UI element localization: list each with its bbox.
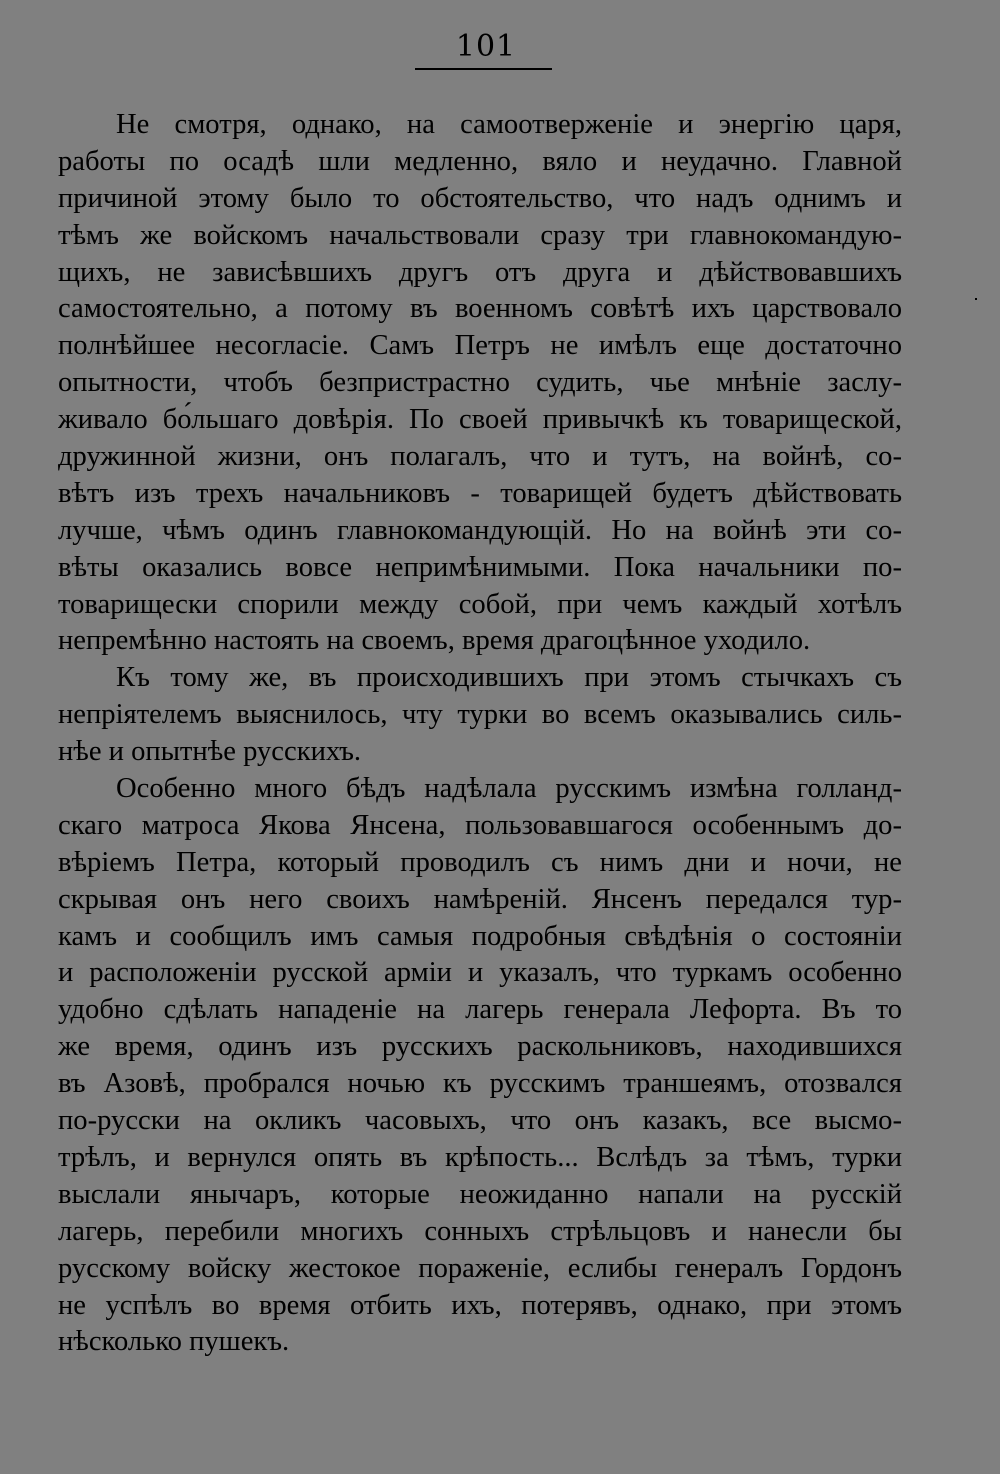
text-line: русскому войску жестокое пораженіе, еслибы генералъ Гордонъ xyxy=(58,1252,902,1284)
text-line: нѣе и опытнѣе русскихъ. xyxy=(58,736,362,768)
text-line: выслали янычаръ, которые неожиданно напали на русскій xyxy=(58,1178,902,1210)
page-number: 101 xyxy=(455,29,517,64)
text-line: трѣлъ, и вернулся опять въ крѣпость... Вслѣдъ за тѣмъ, турки xyxy=(58,1141,902,1173)
page-number-rule xyxy=(415,68,552,70)
text-line: удобно сдѣлать нападеніе на лагерь генерала Лефорта. Въ то xyxy=(58,994,902,1026)
text-line: непремѣнно настоять на своемъ, время драгоцѣнное уходило. xyxy=(58,625,811,657)
text-line: товарищески спорили между собой, при чемъ каждый хотѣлъ xyxy=(58,588,902,620)
text-line: скрывая онъ него своихъ намѣреній. Янсенъ передался тур- xyxy=(58,883,902,915)
text-line: лучше, чѣмъ одинъ главнокомандующій. Но на войнѣ эти со- xyxy=(58,514,902,546)
scan-speck xyxy=(975,298,977,300)
text-line: тѣмъ же войскомъ начальствовали сразу три главнокомандую- xyxy=(58,219,902,251)
text-line: работы по осадѣ шли медленно, вяло и неудачно. Главной xyxy=(58,145,902,177)
text-line: опытности, чтобъ безпристрастно судить, чье мнѣніе заслу- xyxy=(58,367,902,399)
text-line: дружинной жизни, онъ полагалъ, что и тутъ, на войнѣ, со- xyxy=(58,441,902,473)
text-line: Особенно много бѣдъ надѣлала русскимъ измѣна голланд- xyxy=(116,773,902,805)
text-line: не успѣлъ во время отбить ихъ, потерявъ, однако, при этомъ xyxy=(58,1289,902,1321)
text-line: въ Азовѣ, пробрался ночью къ русскимъ траншеямъ, отозвался xyxy=(58,1068,902,1100)
text-line: вѣріемъ Петра, который проводилъ съ нимъ дни и ночи, не xyxy=(58,846,902,878)
text-line: Не смотря, однако, на самоотверженіе и энергію царя, xyxy=(116,109,902,140)
text-line: же время, одинъ изъ русскихъ раскольниковъ, находившихся xyxy=(58,1031,902,1063)
text-line: вѣтъ изъ трехъ начальниковъ - товарищей будетъ дѣйствовать xyxy=(58,477,902,509)
text-line: самостоятельно, а потому въ военномъ совѣтѣ ихъ царствовало xyxy=(58,293,902,325)
text-line: щихъ, не зависѣвшихъ другъ отъ друга и дѣйствовавшихъ xyxy=(58,256,902,288)
text-line: камъ и сообщилъ имъ самыя подробныя свѣдѣнія о состояніи xyxy=(58,920,902,952)
text-line: и расположеніи русской арміи и указалъ, что туркамъ особенно xyxy=(58,957,902,989)
text-line: лагерь, перебили многихъ сонныхъ стрѣльцовъ и нанесли бы xyxy=(58,1215,902,1247)
body-text xyxy=(58,107,902,1361)
text-line: живало бо́льшаго довѣрія. По своей привычкѣ къ товарищеской, xyxy=(58,404,902,436)
text-line: нѣсколько пушекъ. xyxy=(58,1326,290,1358)
text-line: непріятелемъ выяснилось, чту турки во всемъ оказывались силь- xyxy=(58,699,902,731)
text-line: вѣты оказались вовсе непримѣнимыми. Пока начальники по- xyxy=(58,551,902,583)
text-line: Къ тому же, въ происходившихъ при этомъ стычкахъ съ xyxy=(116,662,902,694)
text-line: причиной этому было то обстоятельство, что надъ однимъ и xyxy=(58,182,902,214)
text-line: полнѣйшее несогласіе. Самъ Петръ не имѣлъ еще достаточно xyxy=(58,330,902,362)
text-line: по-русски на окликъ часовыхъ, что онъ казакъ, все высмо- xyxy=(58,1105,902,1137)
text-line: скаго матроса Якова Янсена, пользовавшагося особеннымъ до- xyxy=(58,809,902,841)
